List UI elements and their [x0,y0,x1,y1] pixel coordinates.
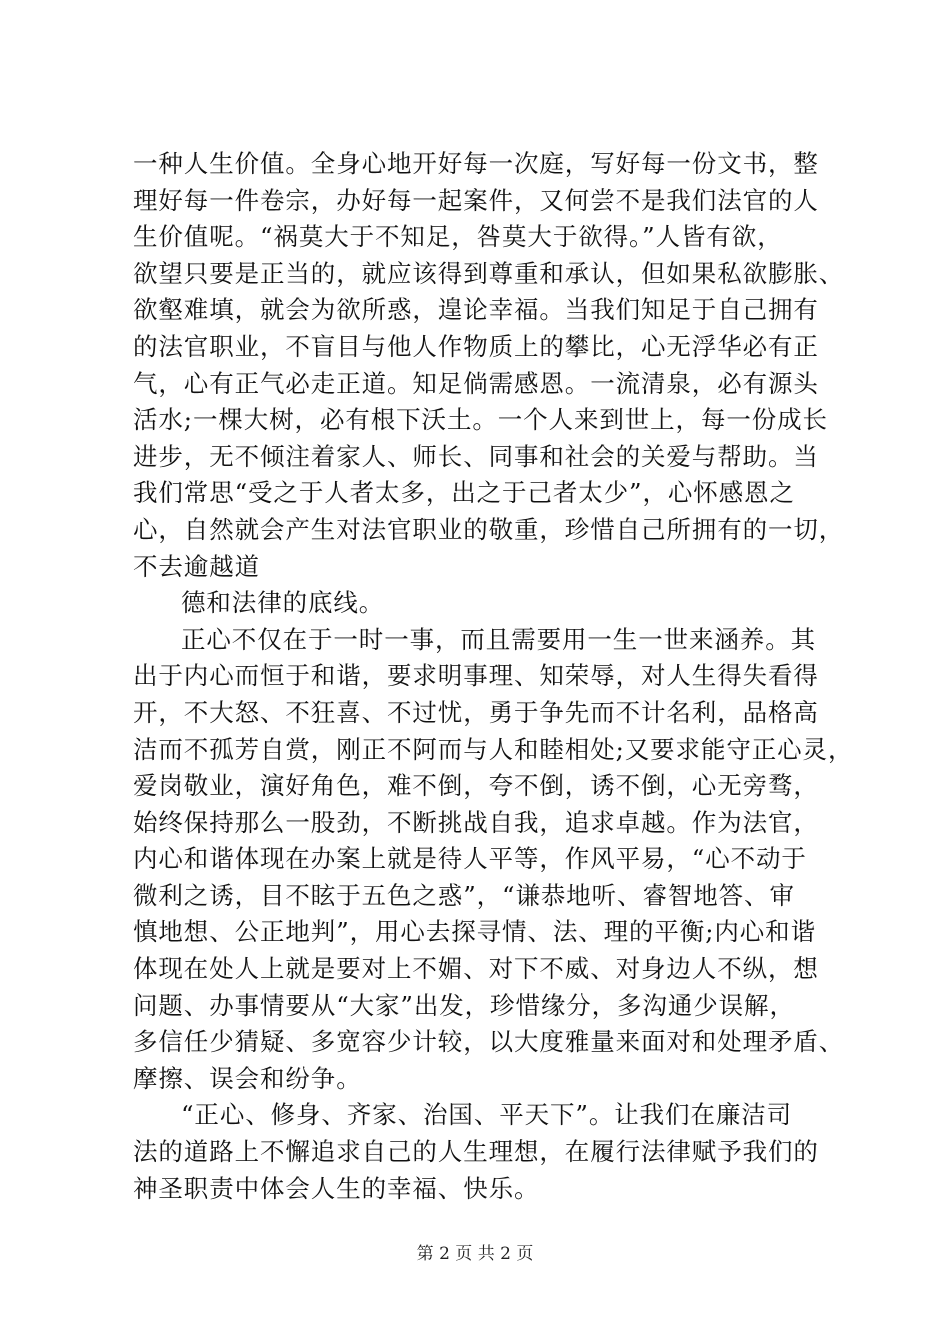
text-line: 欲壑难填，就会为欲所惑，遑论幸福。当我们知足于自己拥有 [133,295,819,325]
text-line: 出于内心而恒于和谐，要求明事理、知荣辱，对人生得失看得 [133,661,819,691]
text-line: 活水;一棵大树，必有根下沃土。一个人来到世上，每一份成长 [133,405,828,435]
text-line: 一种人生价值。全身心地开好每一次庭，写好每一份文书，整 [133,149,819,178]
text-line: 内心和谐体现在办案上就是待人平等，作风平易，“心不动于 [133,844,807,874]
text-line: 进步，无不倾注着家人、师长、同事和社会的关爱与帮助。当 [133,441,819,471]
text-line: 神圣职责中体会人生的幸福、快乐。 [133,1173,540,1203]
text-line: 开，不大怒、不狂喜、不过忧，勇于争先而不计名利，品格高 [133,697,819,727]
paragraph-start-line: “正心、修身、齐家、治国、平天下”。让我们在廉洁司 [181,1100,793,1130]
page-footer: 第 2 页 共 2 页 [416,1244,534,1264]
paragraph-start-line: 正心不仅在于一时一事，而且需要用一生一世来涵养。其 [181,624,816,654]
text-line: 我们常思“受之于人者太多，出之于己者太少”，心怀感恩之 [133,478,795,508]
text-line: 生价值呢。“祸莫大于不知足，咎莫大于欲得。”人皆有欲， [133,222,783,252]
text-line: 不去逾越道 [133,551,260,581]
text-line: 法的道路上不懈追求自己的人生理想，在履行法律赋予我们的 [133,1137,819,1167]
text-line: 体现在处人上就是要对上不媚、对下不威、对身边人不纵，想 [133,954,819,984]
text-line: 始终保持那么一股劲，不断挑战自我，追求卓越。作为法官， [133,807,819,837]
text-line: 问题、办事情要从“大家”出发，珍惜缘分，多沟通少误解， [133,990,795,1020]
text-line: 洁而不孤芳自赏，刚正不阿而与人和睦相处;又要求能守正心灵， [133,734,854,764]
text-line: 欲望只要是正当的，就应该得到尊重和承认，但如果私欲膨胀、 [133,258,845,288]
text-line: 德和法律的底线。 [181,588,385,618]
text-line: 慎地想、公正地判”，用心去探寻情、法、理的平衡;内心和谐 [133,917,816,947]
text-line: 的法官职业，不盲目与他人作物质上的攀比，心无浮华必有正 [133,331,819,361]
text-line: 爱岗敬业，演好角色，难不倒，夸不倒，诱不倒，心无旁骛， [133,771,819,801]
text-line: 气，心有正气必走正道。知足倘需感恩。一流清泉，必有源头 [133,368,819,398]
text-line: 理好每一件卷宗，办好每一起案件，又何尝不是我们法官的人 [133,185,819,215]
body-text [133,146,854,1207]
text-line: 摩擦、误会和纷争。 [133,1063,362,1093]
text-line: 微利之诱，目不眩于五色之惑”，“谦恭地听、睿智地答、审 [133,880,795,910]
text-line: 多信任少猜疑、多宽容少计较，以大度雅量来面对和处理矛盾、 [133,1027,845,1057]
text-line: 心，自然就会产生对法官职业的敬重，珍惜自己所拥有的一切， [133,514,845,544]
